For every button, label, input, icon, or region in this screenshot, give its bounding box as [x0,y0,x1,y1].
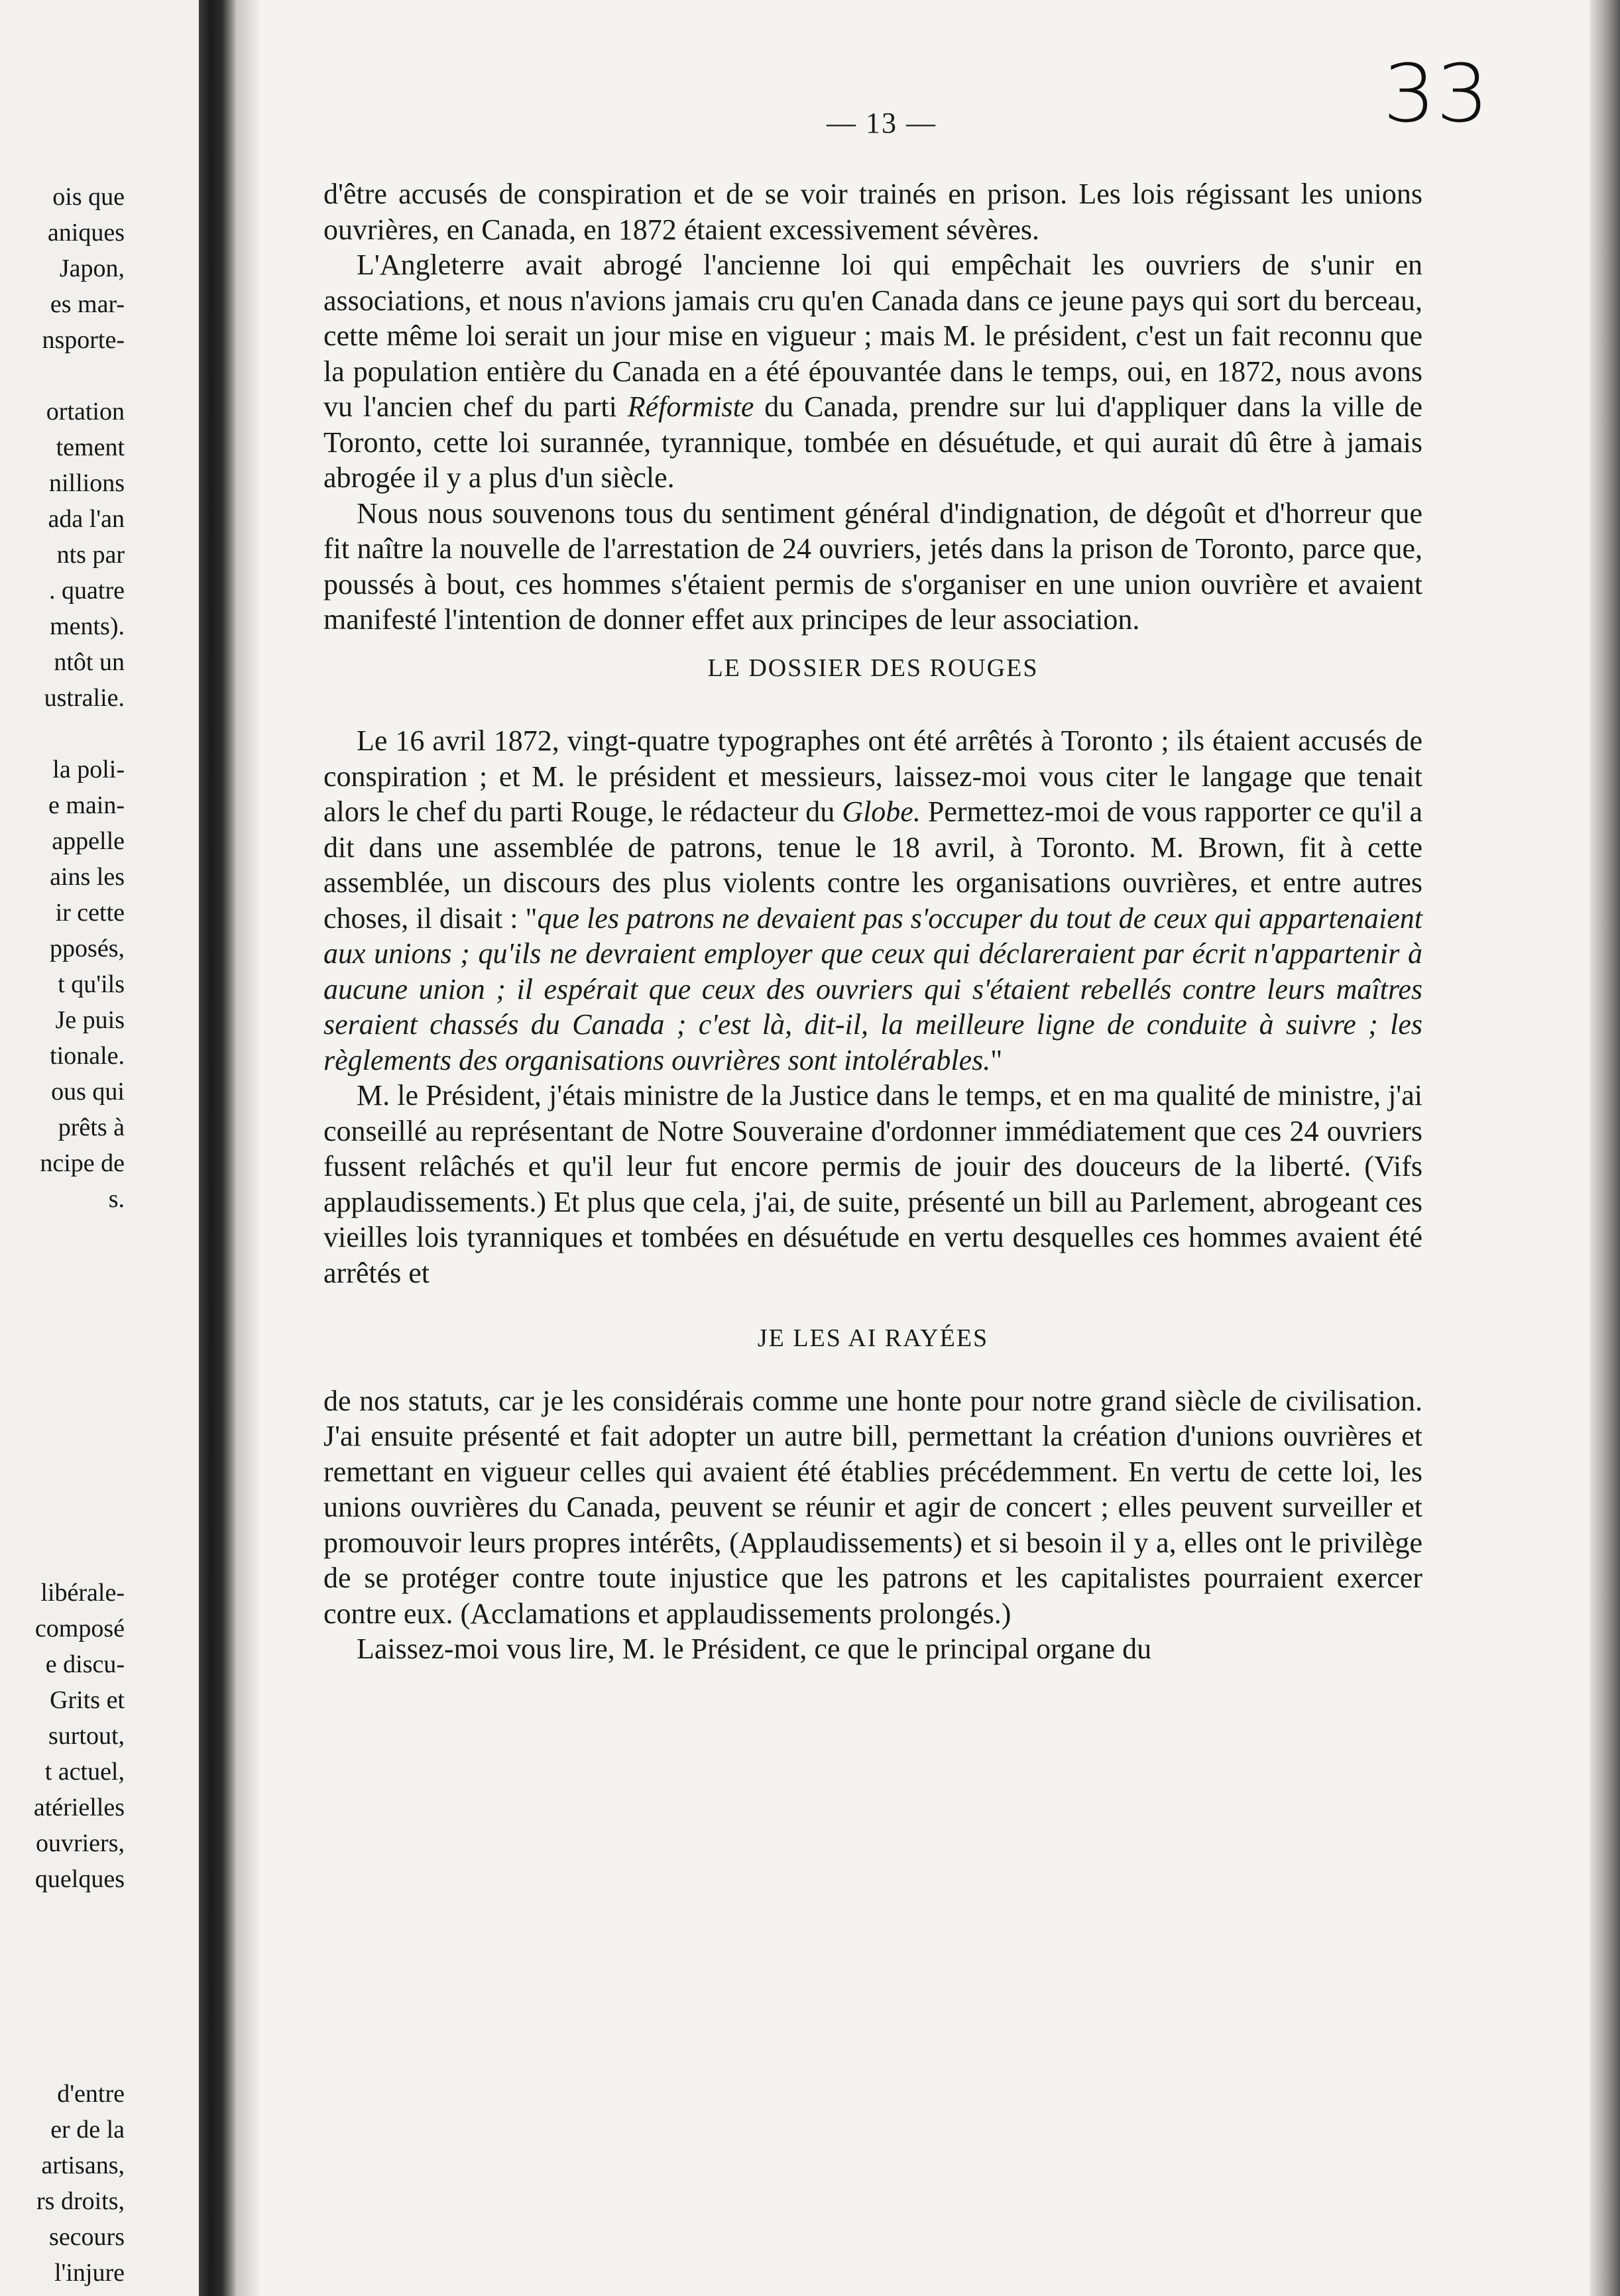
left-page-line [0,1969,199,2004]
left-page-text [0,179,199,2291]
paragraph-4 [323,723,1422,1078]
left-page-line [0,1933,199,1969]
left-page-line: . quatre [49,577,125,604]
left-page-line: e main- [48,791,125,819]
left-page-line [0,1360,199,1396]
left-page-line: appelle [52,827,125,855]
paragraph-5: M. le Président, j'étais ministre de la Justice dans le temps, et en ma qualité de ministre, j'ai conseillé au représentant de Notre Souveraine d'ordonner immédiatement que ces 24 ouvriers fussent relâchés et qu'il leur fut encore permis de jouir des douceurs de la liberté. (Vifs applaudissements.) Et plus que cela, j'ai, de suite, présenté un bill au Parlement, abrogeant ces vieilles lois tyranniques et tombées en désuétude en vertu desquelles ces hommes avaient été arrêtés et [323,1079,1422,1289]
paragraph-2-italic: Réformiste [627,390,754,423]
left-page-line: nts par [56,541,125,569]
left-page-line: artisans, [41,2152,125,2179]
left-page-line [0,1467,199,1503]
paragraph-3: Nous nous souvenons tous du sentiment général d'indignation, de dégoût et d'horreur que fit naître la nouvelle de l'arrestation de 24 ouvriers, jetés dans la prison de Toronto, parce que, poussés à bout, ces hommes s'étaient permis de s'organiser en une union ouvrière et avaient manifesté l'intention de donner effet aux principes de leur association. [323,496,1422,636]
left-page-line [0,1289,199,1324]
left-page-line: quelques [34,1865,125,1893]
left-page-line [0,1396,199,1432]
left-page-line [0,1503,199,1539]
left-page-line: aniques [47,219,125,247]
left-page-line: ains les [50,863,125,891]
page-number: — 13 — [827,107,937,139]
left-page-line: nillions [48,469,125,497]
left-page-line: secours [49,2223,125,2251]
left-page-line: er de la [50,2116,125,2144]
paragraph-2 [323,247,1422,496]
left-page-line: ntôt un [54,648,125,676]
left-page-line [0,716,199,752]
left-page-line: e discu- [45,1650,125,1678]
paragraph-4-quote-close: " [990,1043,1003,1076]
left-page-line: composé [34,1615,125,1642]
left-page-line: Grits et [50,1686,125,1714]
left-page-line: d'entre [57,2080,125,2108]
left-page-line: ois que [52,183,125,211]
paragraph-6: de nos statuts, car je les considérais comme une honte pour notre grand siècle de civilisation. J'ai ensuite présenté et fait adopter un autre bill, permettant la création d'unions ouvrières et remettant en vigueur celles qui avaient été établies précédemment. En vertu de cette loi, les unions ouvrières du Canada, peuvent se réunir et agir de concert ; elles peuvent surveiller et promouvoir leurs propres intérêts, (Applaudissements) et si besoin il y a, elles ont le privilège de se protéger contre toute injustice que les patrons et les capitalistes pourraient exercer contre eux. (Acclamations et applaudissements prolongés.) [323,1384,1422,1630]
left-page-line: ir cette [55,899,125,927]
paragraph-1: d'être accusés de conspiration et de se voir trainés en prison. Les lois régissant les unions ouvrières, en Canada, en 1872 étaient excessivement sévères. [323,178,1422,246]
left-page-line [0,1897,199,1933]
section-heading-dossier: LE DOSSIER DES ROUGES [707,654,1039,682]
paragraph-4-globe: Globe. [842,795,921,828]
left-page-line: rs droits, [36,2187,125,2215]
left-page-line [0,1253,199,1289]
left-page-line: libérale- [40,1579,125,1607]
left-page-line: la poli- [52,756,125,783]
left-page-line: prêts à [58,1114,125,1141]
left-page-line [0,1432,199,1467]
left-page-line [0,2004,199,2040]
left-page-line: ustralie. [44,684,125,712]
left-page-fragment [0,0,199,2296]
left-page-line: s. [108,1185,125,1213]
book-binding [199,0,237,2296]
left-page-line: tionale. [50,1042,125,1070]
left-page-line: ada l'an [48,505,125,533]
left-page-line: atérielles [33,1794,125,1821]
page-edge [1590,0,1620,2296]
left-page-line: nsporte- [42,326,125,354]
left-page-line: Je puis [55,1006,125,1034]
left-page-line: t actuel, [44,1758,125,1786]
binding-shadow [237,0,261,2296]
left-page-line: t qu'ils [58,970,125,998]
left-page-line [0,1539,199,1575]
left-page-line: ncipe de [40,1149,125,1177]
paragraph-4-text-a: Le 16 avril 1872, vingt-quatre typographes ont été arrêtés à Toronto ; ils étaient accusés de conspiration ; et M. le président et messieurs, laissez-moi vous citer le langage que tenait alors le chef du parti Rouge, le rédacteur du [323,724,1422,828]
left-page-line: ortation [46,398,125,426]
paragraph-4-quote: que les patrons ne devaient pas s'occuper du tout de ceux qui appartenaient aux unions ; qu'ils ne devraient employer que ceux qui déclareraient par écrit n'appartenir à aucune union ; il espérait que ceux des ouvriers qui s'étaient rebellés contre leurs maîtres seraient chassés du Canada ; c'est là, dit-il, la meilleure ligne de conduite à suivre ; les règlements des organisations ouvrières sont intolérables. [323,901,1423,1076]
paragraph-4-text-b: Permettez-moi de vous rapporter ce qu'il a dit dans une assemblée de patrons, tenue le 18 avril, à Toronto. M. Brown, fit à cette assemblée, un discours des plus violents contre les organisations ouvrières, et entre autres choses, il disait : " [323,795,1423,935]
left-page-line: l'injure [54,2259,125,2287]
left-page-line [0,1217,199,1253]
section-heading-rayees: JE LES AI RAYÉES [757,1324,989,1352]
left-page-line [0,2040,199,2076]
left-page-line: Japon, [59,255,125,282]
left-page-line: ous qui [51,1078,125,1106]
left-page-line: ments). [50,612,125,640]
left-page-line [0,1324,199,1360]
left-page-line: surtout, [48,1722,125,1750]
left-page-line: es mar- [50,290,125,318]
main-text-column [323,176,1422,1667]
handwritten-page-number: 33 [1383,48,1489,141]
paragraph-2-text-a: L'Angleterre avait abrogé l'ancienne loi qui empêchait les ouvriers de s'unir en associations, et nous n'avions jamais cru qu'en Canada dans ce jeune pays qui sort du berceau, cette même loi serait un jour mise en vigueur ; mais M. le président, c'est un fait reconnu que la population entière du Canada en a été épouvantée dans le temps, oui, en 1872, nous avons vu l'ancien chef du parti [323,249,1422,423]
left-page-line: pposés, [50,935,125,962]
left-page-line [0,358,199,394]
paragraph-7: Laissez-moi vous lire, M. le Président, ce que le principal organe du [357,1633,1152,1665]
left-page-line: ouvriers, [35,1829,125,1857]
paragraph-2-text-b: du Canada, prendre sur lui d'appliquer dans la ville de Toronto, cette loi surannée, tyrannique, tombée en désuétude, et qui aurait dû être à jamais abrogée il y a plus d'un siècle. [323,390,1423,494]
left-page-line: tement [56,433,125,461]
